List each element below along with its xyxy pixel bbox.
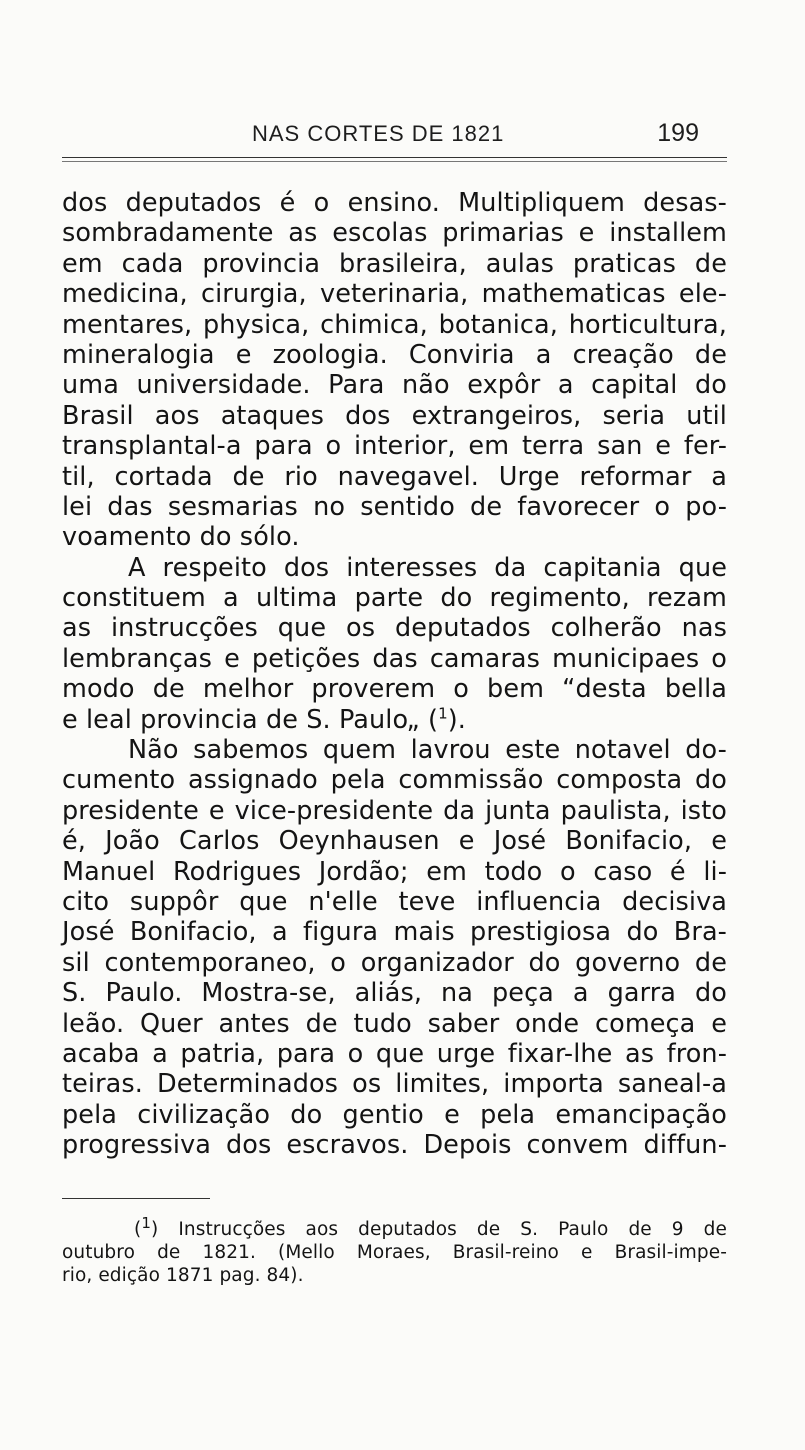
text-line: mentares, physica, chimica, botanica, horticultura, xyxy=(62,309,727,340)
footnote-rule xyxy=(62,1198,210,1199)
text-line: sil contemporaneo, o organizador do governo de xyxy=(62,947,727,978)
body-text xyxy=(62,188,727,1161)
text-line: dos deputados é o ensino. Multipliquem desas- xyxy=(62,188,727,218)
footnote-mark-open: ( xyxy=(134,1219,142,1240)
text-line: A respeito dos interesses da capitania que xyxy=(128,552,727,583)
text-line: Não sabemos quem lavrou este notavel do- xyxy=(128,735,727,766)
running-title: NAS CORTES DE 1821 xyxy=(252,121,505,146)
footnote-mark: 1 xyxy=(141,1213,151,1232)
text-line: lei das sesmarias no sentido de favorecer o po- xyxy=(62,491,727,522)
text-line: teiras. Determinados os limites, importa saneal-a xyxy=(62,1069,727,1100)
text-line-with-footnote-ref xyxy=(62,705,727,735)
footnote-mark-close: ) xyxy=(150,1219,159,1240)
text-line: uma universidade. Para não expôr a capital do xyxy=(62,370,727,401)
text-line: as instrucções que os deputados colherão nas xyxy=(62,613,727,644)
text-line: Brasil aos ataques dos extrangeiros, seria util xyxy=(62,400,727,431)
text-line: progressiva dos escravos. Depois convem diffun- xyxy=(62,1130,727,1161)
text-line: lembranças e petições das camaras municipaes o xyxy=(62,643,727,674)
text-line: acaba a patria, para o que urge fixar-lhe as fron- xyxy=(62,1038,727,1069)
text-line: cumento assignado pela commissão composta do xyxy=(62,765,727,796)
header-rule-secondary xyxy=(62,161,727,162)
text-line: S. Paulo. Mostra-se, aliás, na peça a garra do xyxy=(62,978,727,1009)
footnote-line: rio, edição 1871 pag. 84). xyxy=(62,1265,304,1286)
text-line: presidente e vice-presidente da junta paulista, isto xyxy=(62,795,727,826)
text-line: sombradamente as escolas primarias e installem xyxy=(62,218,727,249)
footnote-reference-mark: 1 xyxy=(438,704,448,723)
text-line: cito suppôr que n'elle teve influencia decisiva xyxy=(62,886,727,917)
text-line: José Bonifacio, a figura mais prestigiosa do Bra- xyxy=(62,917,727,948)
footnote-line: outubro de 1821. (Mello Moraes, Brasil-reino e Brasil-impe- xyxy=(62,1242,727,1263)
text-line: mineralogia e zoologia. Conviria a creação de xyxy=(62,339,727,370)
header-rule xyxy=(62,157,727,158)
text-line: medicina, cirurgia, veterinaria, mathematicas ele- xyxy=(62,279,727,310)
footnote-reference-close: ). xyxy=(447,704,467,735)
text-line: pela civilização do gentio e pela emancipação xyxy=(62,1099,727,1130)
text-line: til, cortada de rio navegavel. Urge reformar a xyxy=(62,461,727,492)
text-line: em cada provincia brasileira, aulas praticas de xyxy=(62,248,727,279)
text-line: transplantal-a para o interior, em terra san e fer- xyxy=(62,431,727,462)
text-line: é, João Carlos Oeynhausen e José Bonifacio, e xyxy=(62,826,727,857)
footnote-text: Instrucções aos deputados de S. Paulo de 9 de xyxy=(158,1219,727,1240)
footnote xyxy=(62,1213,727,1287)
text-line-content: e leal provincia de S. Paulo„ ( xyxy=(62,704,439,735)
text-line: leão. Quer antes de tudo saber onde começa e xyxy=(62,1008,727,1039)
text-line: voamento do sólo. xyxy=(62,522,300,553)
text-line: constituem a ultima parte do regimento, rezam xyxy=(62,583,727,614)
footnote-line xyxy=(62,1213,727,1241)
page-number: 199 xyxy=(657,119,699,147)
running-head xyxy=(62,120,727,154)
text-line: modo de melhor proverem o bem “desta bella xyxy=(62,674,727,705)
text-line: Manuel Rodrigues Jordão; em todo o caso é li- xyxy=(62,856,727,887)
